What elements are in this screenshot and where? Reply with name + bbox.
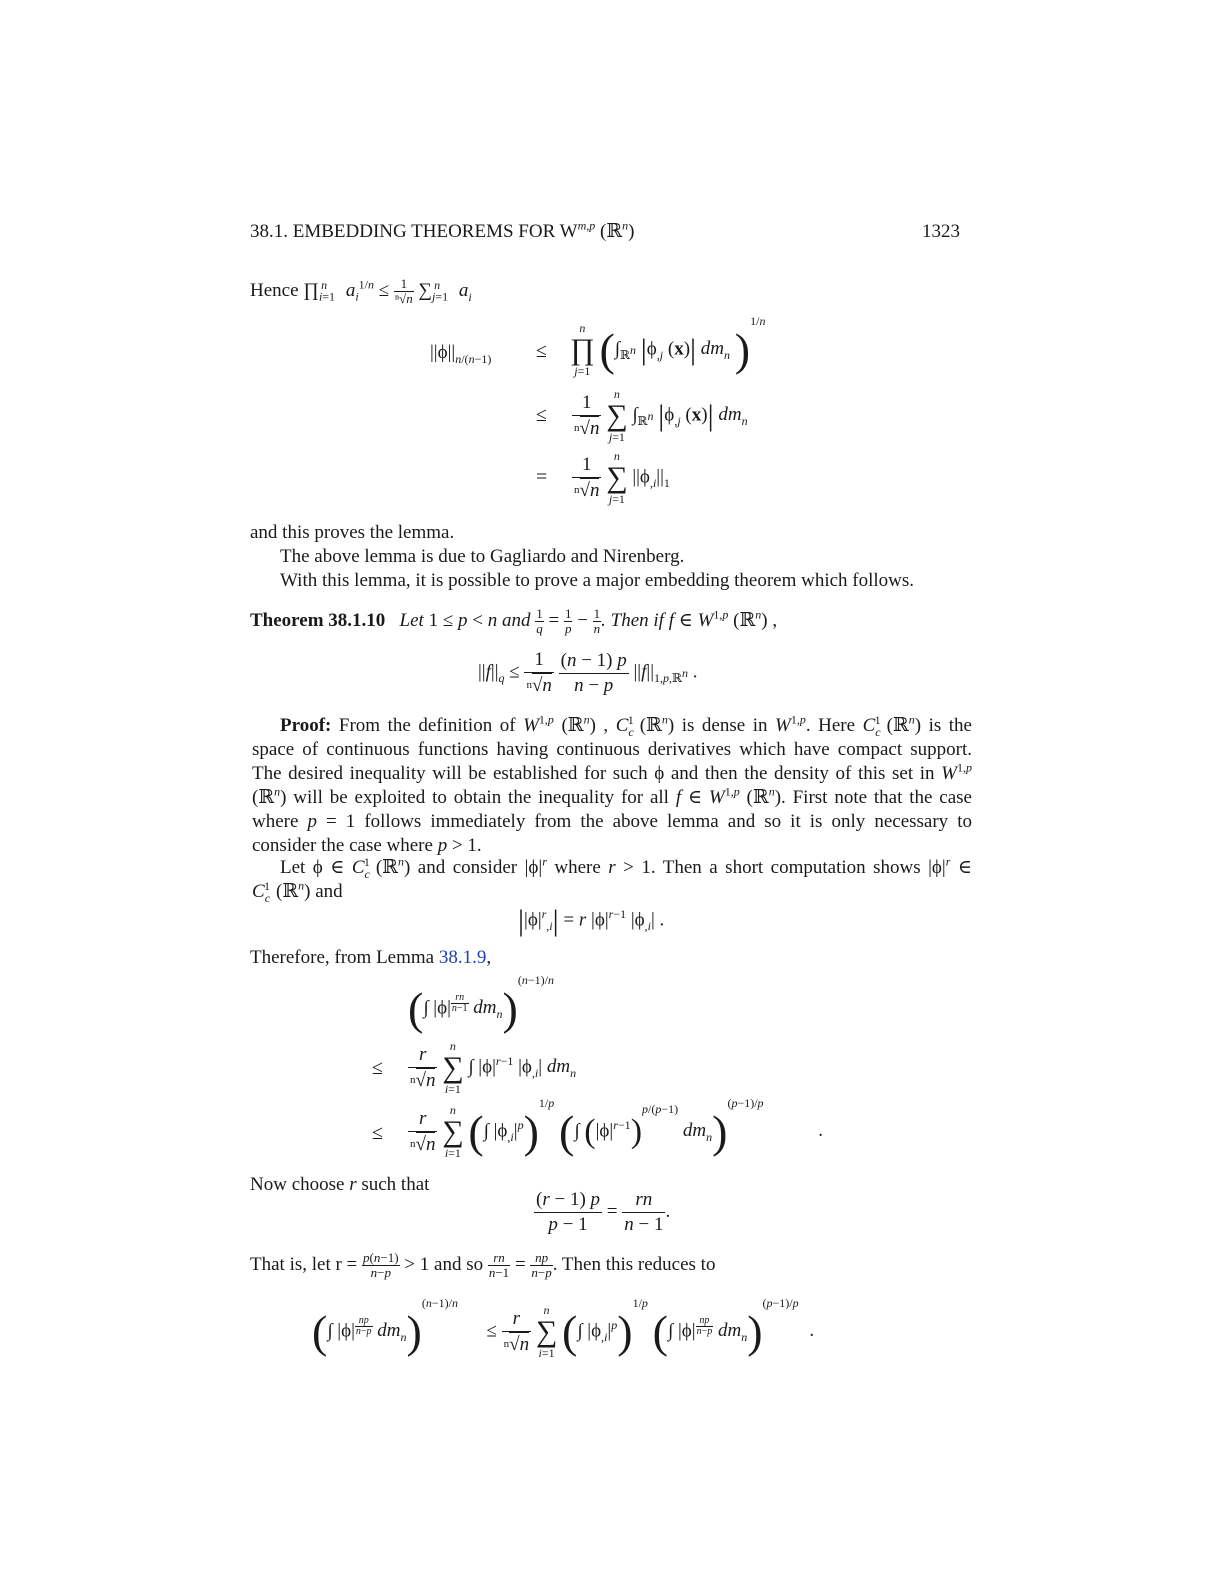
- lemma-link[interactable]: 38.1.9: [438, 947, 487, 968]
- norm-lhs: $||\phi||_{n/(n-1)}$: [430, 342, 492, 366]
- now-choose-line: Now choose r such that: [250, 1174, 430, 1195]
- proves-line: and this proves the lemma.: [250, 522, 455, 543]
- eq-sum-norms: $\frac{1}{^n√n}$ n ∑ j=1 $||\phi_{,i}||_1$: [574, 449, 670, 506]
- derivative-identity: $||\phi|^r_{,i}| = r$ $|\phi|^{r-1}$ $|\phi_{,i}|$ .: [518, 904, 665, 937]
- rel-leq-4: ≤: [372, 1057, 383, 1079]
- theorem-inequality: $||f||_q$ ≤ $\frac{1}{^n√n}$ $\frac{(n - 1) p}{n - p}$ $||f||_{1,p,ℝ^n}$ .: [478, 649, 698, 696]
- rel-leq-2: ≤: [536, 404, 547, 426]
- rel-leq-1: ≤: [536, 340, 547, 362]
- page-number: 1323: [922, 221, 960, 242]
- rel-leq-5: ≤: [372, 1122, 383, 1144]
- eq-sum-holder-2: $\frac{r}{^n√n}$ n ∑ i=1 (∫ $|\phi_{,i}|^p)^{1/p}$ (∫ $(|\phi|^{r-1})^{p/(p-1)}$ $dm_n)^{(p-1)/p}$ .: [410, 1096, 824, 1160]
- hence-line: Hence $\prod_{i=1}^n$ $a_i^{1/n}$ ≤ $\frac{1}{\text{ⁿ√n}}$ $\sum_{j=1}^n$ $a_i$: [250, 276, 472, 306]
- therefore-line: Therefore, from Lemma 38.1.9,: [250, 947, 492, 968]
- that-is-line: That is, let r = $\frac{p(n-1)}{n-p}$ > 1 and so $\frac{rn}{n-1}$ = $\frac{np}{n-p}$ . Then this reduces to: [250, 1250, 716, 1280]
- theorem-statement: Theorem 38.1.10 Let 1 ≤ p < n and $\frac{1}{q}$ = $\frac{1}{p}$ − $\frac{1}{n}$ . Then if f ∈ W$^{1,p}$ (ℝ$^n$) ,: [250, 606, 778, 636]
- choose-r-equation: $\frac{(r - 1) p}{p - 1}$ = $\frac{rn}{n - 1}$ .: [536, 1189, 671, 1235]
- eq-sum-holder-1: $\frac{r}{^n√n}$ n ∑ i=1 ∫ $|\phi|^{r-1}$ $|\phi_{,i}|$ $dm_n$: [410, 1039, 577, 1096]
- due-to-line: The above lemma is due to Gagliardo and Nirenberg.: [280, 546, 685, 567]
- running-header: 38.1. EMBEDDING THEOREMS FOR W$^{m,p}$ (ℝ$^n$): [250, 218, 635, 242]
- eq-lhs-power: (∫ |ϕ| $^{\frac{rn}{n-1}}$ $dm_n)^{(n-1)/n}$: [408, 973, 554, 1034]
- final-inequality: (∫ |ϕ| $^{\frac{np}{n-p}}$ $dm_n)^{(n-1)/n}$ ≤ $\frac{r}{^n√n}$ n ∑ i=1 (∫ $|\phi_{,i}|^p)^{1/p}$ (∫ |ϕ| $^{\frac{np}{n-p}}$ $dm_n)^{(p-1)/p}$ .: [312, 1296, 815, 1360]
- eq-sum-integral: $\frac{1}{^n√n}$ n ∑ j=1 $\int_{ℝ^n}$ $|\phi_{,j}$ (x)| $dm_n$: [574, 387, 748, 444]
- with-lemma-line: With this lemma, it is possible to prove a major embedding theorem which follows.: [280, 570, 915, 591]
- rel-eq-3: =: [536, 466, 548, 488]
- let-phi-paragraph: Let ϕ ∈ $C_c^1$ (ℝ$^n$) and consider $|\phi|^r$ where r > 1. Then a short computation shows $|\phi|^r$ ∈ $C_c^1$ (ℝ$^n$) and: [252, 854, 972, 905]
- eq-product: n ∏ j=1 ($\int_{ℝ^n}$ $|\phi_{,j}$ (x)| $dm_n$ )$^{1/n}$: [570, 314, 766, 378]
- proof-paragraph: Proof: From the definition of W$^{1,p}$ (ℝ$^n$) , $C_c^1$ (ℝ$^n$) is dense in W$^{1,p}$. Here $C_c^1$ (ℝ$^n$) is the space of continuous functions having continuous derivatives which have compact support. The desired inequality will be established for such ϕ and then the density of this set in W$^{1,p}$ (ℝ$^n$) will be exploited to obtain the inequality for all f ∈ W$^{1,p}$ (ℝ$^n$). First note that the case where p = 1 follows immediately from the above lemma and so it is only necessary to consider the case where p > 1.: [252, 712, 972, 856]
